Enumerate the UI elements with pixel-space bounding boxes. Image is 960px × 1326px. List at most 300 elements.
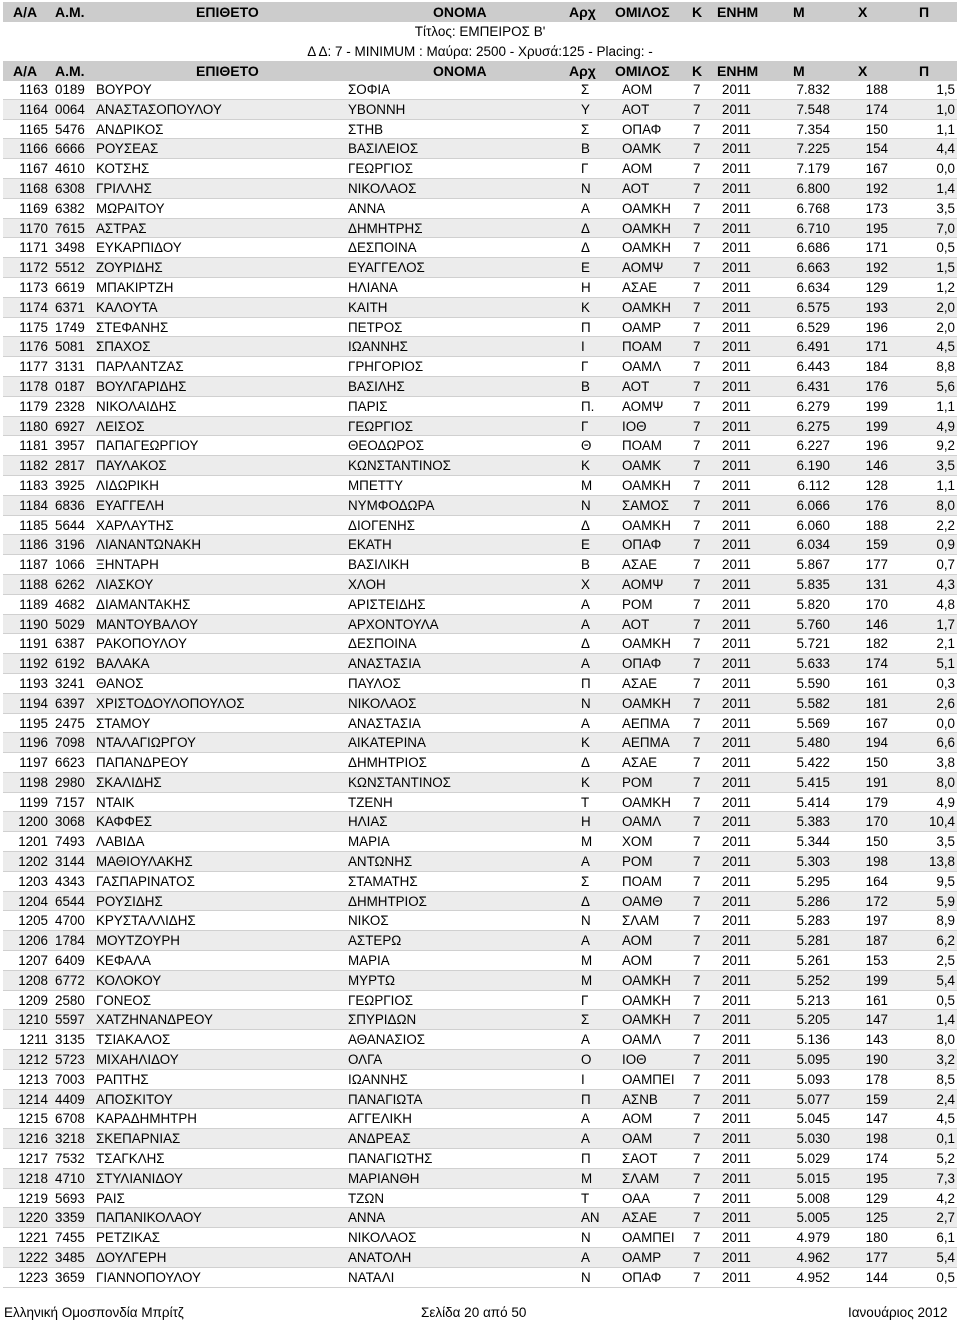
table-row: [3, 971, 957, 991]
cell-arch: Α: [581, 933, 590, 949]
cell-m: 5.252: [796, 972, 830, 988]
cell-enim: 2011: [722, 596, 751, 612]
cell-k: 7: [693, 953, 701, 969]
cell-p: 8,9: [936, 913, 955, 929]
cell-aa: 1211: [19, 1032, 48, 1048]
cell-am: 2580: [55, 992, 85, 1008]
cell-k: 7: [693, 774, 701, 790]
table-row: [3, 555, 957, 575]
cell-x: 146: [865, 616, 888, 632]
cell-am: 7493: [55, 834, 85, 850]
cell-am: 5512: [55, 260, 85, 276]
cell-enim: 2011: [722, 418, 751, 434]
cell-m: 5.569: [796, 715, 830, 731]
cell-m: 5.093: [796, 1071, 830, 1087]
cell-club: ΡΟΜ: [622, 596, 653, 612]
cell-m: 6.227: [796, 438, 830, 454]
cell-am: 3485: [55, 1250, 85, 1266]
cell-enim: 2011: [722, 972, 751, 988]
cell-p: 1,4: [936, 180, 955, 196]
table-row: [3, 476, 957, 496]
cell-p: 5,6: [936, 378, 955, 394]
col-x: Χ: [858, 4, 868, 20]
table-row: [3, 1228, 957, 1248]
cell-enim: 2011: [722, 873, 751, 889]
cell-m: 5.480: [796, 735, 830, 751]
cell-club: ΟΑΜΚΗ: [622, 517, 671, 533]
cell-surname: ΚΑΦΦΕΣ: [96, 814, 153, 830]
cell-aa: 1193: [19, 675, 48, 691]
cell-x: 199: [865, 972, 888, 988]
table-row: [3, 911, 957, 931]
cell-p: 4,9: [936, 794, 955, 810]
cell-m: 5.383: [796, 814, 830, 830]
cell-k: 7: [693, 834, 701, 850]
cell-am: 4682: [55, 596, 85, 612]
cell-am: 2475: [55, 715, 85, 731]
cell-aa: 1174: [19, 299, 48, 315]
cell-arch: Η: [581, 814, 591, 830]
cell-club: ΑΣΑΕ: [622, 557, 658, 573]
cell-k: 7: [693, 893, 701, 909]
cell-name: ΣΟΦΙΑ: [348, 82, 391, 97]
cell-arch: Σ: [581, 873, 590, 889]
cell-aa: 1188: [19, 576, 48, 592]
cell-x: 153: [865, 953, 888, 969]
cell-name: ΒΑΣΙΛΕΙΟΣ: [348, 141, 419, 157]
cell-m: 6.443: [796, 359, 830, 375]
col-m: Μ: [793, 4, 805, 20]
cell-surname: ΝΤΑΙΚ: [96, 794, 135, 810]
cell-arch: Σ: [581, 82, 590, 97]
cell-m: 7.832: [796, 82, 830, 97]
table-row: [3, 1208, 957, 1228]
cell-aa: 1212: [18, 1052, 48, 1068]
cell-k: 7: [693, 497, 701, 513]
cell-k: 7: [693, 82, 701, 97]
cell-surname: ΚΡΥΣΤΑΛΛΙΔΗΣ: [96, 913, 196, 929]
cell-surname: ΠΑΥΛΑΚΟΣ: [96, 458, 167, 474]
cell-name: ΥΒΟΝΝΗ: [348, 101, 406, 117]
table-row: [3, 80, 957, 100]
cell-aa: 1203: [18, 873, 48, 889]
cell-am: 5723: [55, 1052, 85, 1068]
cell-club: ΟΑΜΛ: [622, 814, 662, 830]
cell-surname: ΡΑΙΣ: [96, 1190, 125, 1206]
cell-enim: 2011: [722, 576, 751, 592]
table-row: [3, 1248, 957, 1268]
cell-surname: ΣΤΑΜΟΥ: [96, 715, 151, 731]
cell-arch: Μ: [581, 953, 593, 969]
cell-aa: 1199: [19, 794, 48, 810]
cell-surname: ΣΚΕΠΑΡΝΙΑΣ: [96, 1131, 181, 1147]
cell-am: 2817: [55, 458, 85, 474]
cell-p: 7,0: [936, 220, 955, 236]
cell-k: 7: [693, 101, 701, 117]
cell-name: ΝΙΚΟΣ: [348, 913, 389, 929]
cell-name: ΙΩΑΝΝΗΣ: [348, 1071, 408, 1087]
cell-surname: ΝΙΚΟΛΑΙΔΗΣ: [96, 398, 177, 414]
cell-p: 1,1: [936, 477, 955, 493]
cell-name: ΑΝΤΩΝΗΣ: [348, 854, 413, 870]
cell-am: 6382: [55, 200, 85, 216]
cell-k: 7: [693, 794, 701, 810]
cell-arch: Α: [581, 1131, 590, 1147]
cell-club: ΑΟΜ: [622, 1111, 653, 1127]
cell-am: 5693: [55, 1190, 85, 1206]
cell-enim: 2011: [722, 834, 751, 850]
cell-club: ΑΣΑΕ: [622, 755, 658, 771]
cell-enim: 2011: [722, 339, 751, 355]
cell-am: 6544: [55, 893, 85, 909]
cell-enim: 2011: [722, 755, 751, 771]
cell-p: 6,6: [936, 735, 955, 751]
cell-arch: Δ: [581, 517, 590, 533]
cell-m: 6.575: [796, 299, 830, 315]
cell-club: ΡΟΜ: [622, 774, 653, 790]
cell-k: 7: [693, 814, 701, 830]
cell-name: ΗΛΙΑΝΑ: [348, 279, 398, 295]
cell-aa: 1217: [18, 1151, 48, 1167]
cell-club: ΟΑΜΠΕΙ: [622, 1230, 675, 1246]
table-row: [3, 951, 957, 971]
cell-aa: 1207: [18, 953, 48, 969]
cell-p: 5,2: [936, 1151, 955, 1167]
cell-name: ΑΣΤΕΡΩ: [348, 933, 402, 949]
column-header: [3, 61, 957, 81]
cell-m: 4.952: [796, 1269, 830, 1285]
cell-arch: Ν: [581, 497, 591, 513]
cell-arch: Δ: [581, 220, 590, 236]
cell-arch: Κ: [581, 735, 590, 751]
cell-enim: 2011: [722, 497, 751, 513]
table-row: [3, 991, 957, 1011]
cell-p: 0,5: [936, 992, 955, 1008]
table-row: [3, 773, 957, 793]
cell-k: 7: [693, 636, 701, 652]
cell-enim: 2011: [722, 477, 751, 493]
cell-k: 7: [693, 854, 701, 870]
cell-aa: 1190: [19, 616, 48, 632]
cell-enim: 2011: [722, 774, 751, 790]
cell-name: ΠΕΤΡΟΣ: [348, 319, 403, 335]
cell-k: 7: [693, 1269, 701, 1285]
cell-m: 5.633: [796, 656, 830, 672]
cell-p: 6,1: [936, 1230, 955, 1246]
cell-enim: 2011: [722, 933, 751, 949]
cell-surname: ΛΕΙΣΟΣ: [96, 418, 145, 434]
cell-arch: Β: [581, 378, 590, 394]
cell-enim: 2011: [722, 953, 751, 969]
cell-club: ΟΠΑΦ: [622, 1269, 662, 1285]
cell-am: 6262: [55, 576, 85, 592]
cell-k: 7: [693, 1210, 701, 1226]
cell-p: 0,0: [936, 715, 955, 731]
cell-enim: 2011: [722, 220, 751, 236]
cell-aa: 1175: [19, 319, 48, 335]
cell-am: 6623: [55, 755, 85, 771]
cell-name: ΓΡΗΓΟΡΙΟΣ: [348, 359, 424, 375]
cell-m: 4.962: [796, 1250, 830, 1266]
cell-p: 4,5: [936, 1111, 955, 1127]
col-am: Α.Μ.: [55, 4, 85, 20]
cell-name: ΝΙΚΟΛΑΟΣ: [348, 695, 417, 711]
cell-name: ΟΛΓΑ: [348, 1052, 383, 1068]
cell-name: ΕΚΑΤΗ: [348, 537, 392, 553]
cell-x: 179: [865, 794, 888, 810]
cell-arch: Τ: [581, 794, 590, 810]
cell-surname: ΖΟΥΡΙΔΗΣ: [96, 260, 163, 276]
cell-x: 174: [865, 1151, 888, 1167]
cell-name: ΠΑΥΛΟΣ: [348, 675, 401, 691]
cell-aa: 1187: [19, 557, 48, 573]
results-table: [3, 80, 957, 1288]
cell-m: 7.548: [796, 101, 830, 117]
cell-p: 5,9: [936, 893, 955, 909]
cell-arch: Δ: [581, 893, 590, 909]
cell-p: 2,5: [936, 953, 955, 969]
cell-name: ΣΠΥΡΙΔΩΝ: [348, 1012, 417, 1028]
cell-arch: Ν: [581, 180, 591, 196]
cell-enim: 2011: [722, 141, 751, 157]
cell-name: ΔΙΟΓΕΝΗΣ: [348, 517, 416, 533]
cell-enim: 2011: [722, 260, 751, 276]
cell-surname: ΛΑΒΙΔΑ: [96, 834, 145, 850]
cell-arch: Τ: [581, 1190, 590, 1206]
cell-aa: 1172: [19, 260, 48, 276]
cell-arch: Π: [581, 675, 591, 691]
cell-club: ΟΑΜΛ: [622, 1032, 662, 1048]
cell-am: 0187: [55, 378, 85, 394]
cell-arch: Ε: [581, 260, 590, 276]
cell-arch: Ν: [581, 1269, 591, 1285]
cell-x: 143: [865, 1032, 888, 1048]
cell-enim: 2011: [722, 1230, 751, 1246]
table-row: [3, 199, 957, 219]
cell-aa: 1197: [19, 755, 48, 771]
cell-p: 2,0: [936, 299, 955, 315]
cell-am: 1066: [55, 557, 85, 573]
cell-enim: 2011: [722, 82, 751, 97]
cell-am: 6666: [55, 141, 85, 157]
table-row: [3, 1010, 957, 1030]
cell-p: 2,0: [936, 319, 955, 335]
cell-x: 167: [865, 715, 888, 731]
cell-k: 7: [693, 1071, 701, 1087]
cell-p: 3,8: [936, 755, 955, 771]
cell-name: ΑΙΚΑΤΕΡΙΝΑ: [348, 735, 426, 751]
table-row: [3, 278, 957, 298]
table-row: [3, 436, 957, 456]
cell-m: 5.029: [796, 1151, 830, 1167]
cell-p: 6,2: [936, 933, 955, 949]
cell-name: ΔΗΜΗΤΡΙΟΣ: [348, 893, 427, 909]
cell-enim: 2011: [722, 398, 751, 414]
cell-enim: 2011: [722, 438, 751, 454]
cell-enim: 2011: [722, 695, 751, 711]
col-arch: Αρχ: [569, 4, 596, 20]
cell-k: 7: [693, 656, 701, 672]
cell-arch: Π.: [581, 398, 595, 414]
cell-surname: ΠΑΠΑΝΙΚΟΛΑΟΥ: [96, 1210, 202, 1226]
cell-p: 4,9: [936, 418, 955, 434]
cell-club: ΑΟΤ: [622, 180, 650, 196]
cell-k: 7: [693, 161, 701, 177]
cell-k: 7: [693, 992, 701, 1008]
cell-aa: 1170: [19, 220, 48, 236]
cell-k: 7: [693, 141, 701, 157]
cell-arch: Σ: [581, 121, 590, 137]
cell-surname: ΓΑΣΠΑΡΙΝΑΤΟΣ: [96, 873, 195, 889]
cell-surname: ΑΝΔΡΙΚΟΣ: [96, 121, 164, 137]
cell-x: 129: [865, 279, 888, 295]
cell-am: 7003: [55, 1071, 85, 1087]
cell-club: ΟΑΜΡ: [622, 319, 662, 335]
cell-arch: Γ: [581, 992, 589, 1008]
cell-name: ΑΝΑΤΟΛΗ: [348, 1250, 412, 1266]
cell-aa: 1173: [19, 279, 48, 295]
cell-p: 9,5: [936, 873, 955, 889]
cell-m: 6.066: [796, 497, 830, 513]
cell-k: 7: [693, 1151, 701, 1167]
cell-am: 5476: [55, 121, 85, 137]
cell-am: 4700: [55, 913, 85, 929]
table-row: [3, 179, 957, 199]
cell-surname: ΛΙΑΣΚΟΥ: [96, 576, 154, 592]
cell-x: 187: [865, 933, 888, 949]
cell-m: 5.015: [796, 1170, 830, 1186]
cell-aa: 1166: [19, 141, 48, 157]
cell-surname: ΣΚΑΛΙΔΗΣ: [96, 774, 162, 790]
col-p: Π: [919, 63, 930, 79]
cell-name: ΔΗΜΗΤΡΗΣ: [348, 220, 423, 236]
cell-k: 7: [693, 220, 701, 236]
cell-aa: 1221: [18, 1230, 48, 1246]
footer-page: Σελίδα 20 από 50: [421, 1305, 527, 1320]
cell-enim: 2011: [722, 1269, 751, 1285]
cell-p: 2,2: [936, 517, 955, 533]
cell-k: 7: [693, 418, 701, 434]
cell-aa: 1163: [19, 82, 48, 97]
table-row: [3, 1149, 957, 1169]
cell-p: 8,0: [936, 1032, 955, 1048]
cell-m: 5.422: [796, 755, 830, 771]
cell-surname: ΝΤΑΛΑΓΙΩΡΓΟΥ: [96, 735, 196, 751]
cell-m: 6.491: [796, 339, 830, 355]
cell-aa: 1222: [18, 1250, 48, 1266]
cell-aa: 1183: [19, 477, 48, 493]
table-row: [3, 139, 957, 159]
cell-enim: 2011: [722, 200, 751, 216]
cell-club: ΑΟΜ: [622, 933, 653, 949]
cell-aa: 1194: [19, 695, 48, 711]
cell-club: ΣΛΑΜ: [622, 1170, 660, 1186]
cell-surname: ΚΕΦΑΛΑ: [96, 953, 151, 969]
cell-aa: 1186: [19, 537, 48, 553]
cell-x: 196: [865, 438, 888, 454]
cell-aa: 1196: [19, 735, 48, 751]
cell-m: 5.261: [796, 953, 830, 969]
cell-k: 7: [693, 1012, 701, 1028]
cell-m: 5.030: [796, 1131, 830, 1147]
table-row: [3, 1090, 957, 1110]
cell-x: 195: [865, 1170, 888, 1186]
cell-club: ΟΑΜΚΗ: [622, 972, 671, 988]
cell-enim: 2011: [722, 794, 751, 810]
cell-club: ΑΟΜ: [622, 953, 653, 969]
table-row: [3, 238, 957, 258]
cell-club: ΟΑΜΚΗ: [622, 794, 671, 810]
col-surname: ΕΠΙΘΕΤΟ: [196, 63, 259, 79]
cell-x: 178: [865, 1071, 888, 1087]
cell-p: 2,4: [936, 1091, 955, 1107]
cell-x: 161: [865, 675, 888, 691]
cell-x: 154: [865, 141, 888, 157]
cell-arch: Ι: [581, 1071, 585, 1087]
cell-arch: Α: [581, 656, 590, 672]
cell-m: 5.582: [796, 695, 830, 711]
cell-enim: 2011: [722, 378, 751, 394]
cell-aa: 1184: [19, 497, 48, 513]
cell-name: ΒΑΣΙΛΗΣ: [348, 378, 405, 394]
cell-club: ΑΟΤ: [622, 378, 650, 394]
cell-name: ΝΙΚΟΛΑΟΣ: [348, 180, 417, 196]
cell-surname: ΕΥΚΑΡΠΙΔΟΥ: [96, 240, 182, 256]
cell-am: 7615: [55, 220, 85, 236]
cell-name: ΤΖΕΝΗ: [348, 794, 393, 810]
cell-p: 8,0: [936, 774, 955, 790]
cell-enim: 2011: [722, 1012, 751, 1028]
cell-m: 6.431: [796, 378, 830, 394]
cell-k: 7: [693, 121, 701, 137]
cell-aa: 1191: [19, 636, 48, 652]
cell-arch: Ι: [581, 339, 585, 355]
cell-aa: 1213: [18, 1071, 48, 1087]
cell-enim: 2011: [722, 992, 751, 1008]
cell-am: 6927: [55, 418, 85, 434]
cell-p: 3,2: [936, 1052, 955, 1068]
cell-arch: Β: [581, 141, 590, 157]
cell-k: 7: [693, 695, 701, 711]
cell-m: 4.979: [796, 1230, 830, 1246]
col-club: ΟΜΙΛΟΣ: [615, 4, 670, 20]
cell-club: ΑΣΑΕ: [622, 1210, 658, 1226]
cell-surname: ΡΕΤΖΙΚΑΣ: [96, 1230, 161, 1246]
cell-name: ΑΡΧΟΝΤΟΥΛΑ: [348, 616, 439, 632]
cell-m: 5.760: [796, 616, 830, 632]
cell-surname: ΡΑΠΤΗΣ: [96, 1071, 149, 1087]
cell-club: ΣΑΟΤ: [622, 1151, 658, 1167]
cell-enim: 2011: [722, 893, 751, 909]
cell-aa: 1198: [19, 774, 48, 790]
table-row: [3, 535, 957, 555]
cell-m: 5.095: [796, 1052, 830, 1068]
cell-surname: ΤΣΑΓΚΛΗΣ: [96, 1151, 165, 1167]
cell-m: 5.820: [796, 596, 830, 612]
cell-m: 7.354: [796, 121, 830, 137]
cell-p: 3,5: [936, 200, 955, 216]
cell-surname: ΣΤΕΦΑΝΗΣ: [96, 319, 169, 335]
cell-p: 4,4: [936, 141, 955, 157]
cell-aa: 1171: [19, 240, 48, 256]
cell-m: 5.005: [796, 1210, 830, 1226]
cell-surname: ΕΥΑΓΓΕΛΗ: [96, 497, 165, 513]
cell-club: ΟΑΜΚΗ: [622, 695, 671, 711]
cell-k: 7: [693, 972, 701, 988]
cell-name: ΚΩΝΣΤΑΝΤΙΝΟΣ: [348, 774, 451, 790]
cell-aa: 1208: [18, 972, 48, 988]
cell-x: 181: [865, 695, 888, 711]
